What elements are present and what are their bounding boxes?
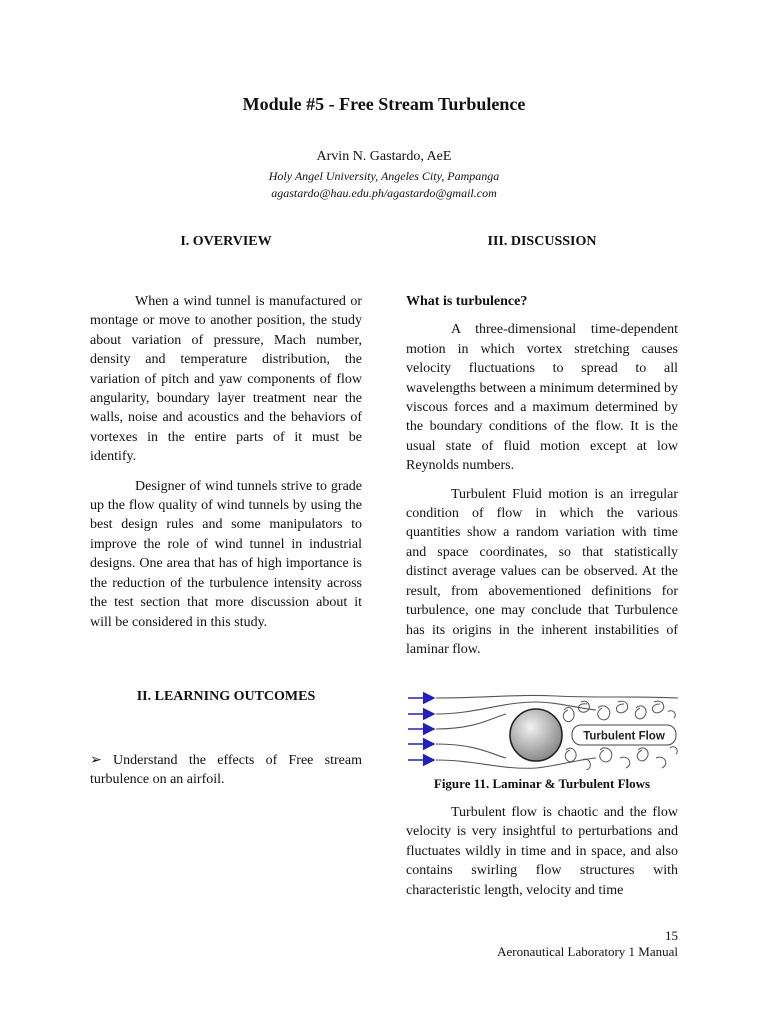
learning-outcome-item: ➢ Understand the effects of Free stream turbulence on an airfoil. bbox=[90, 753, 362, 788]
author-name: Arvin N. Gastardo, AeE bbox=[316, 149, 452, 164]
page-number: 15 bbox=[665, 928, 678, 943]
laminar-turbulent-figure bbox=[406, 688, 682, 770]
overview-paragraph-2: Designer of wind tunnels strive to grade up the flow quality of wind tunnels by using the best design rules and some manipulators to improve the role of wind tunnel in industrial designs. One area that has of high importance is the reduction of the turbulence intensity across the test section that more discussion about it will be considered in this study. bbox=[90, 478, 362, 630]
discussion-continued bbox=[406, 803, 678, 900]
turbulent-flow-label: Turbulent Flow bbox=[583, 730, 665, 743]
learning-outcomes-list bbox=[90, 751, 362, 790]
cylinder-obstacle bbox=[510, 709, 562, 761]
discussion-section bbox=[406, 292, 678, 659]
overview-paragraph-1: When a wind tunnel is manufactured or montage or move to another position, the study about variation of pressure, Mach number, density and temperature distribution, the variation of pitch and yaw components of flow angularity, boundary layer treatment near the walls, noise and acoustics and the behaviors of vortexes in the entire parts of it must be identify. bbox=[90, 294, 362, 465]
overview-section bbox=[90, 292, 362, 632]
author-email: agastardo@hau.edu.ph/agastardo@gmail.com bbox=[271, 186, 497, 200]
overview-heading: I. OVERVIEW bbox=[180, 234, 272, 249]
manual-footer: Aeronautical Laboratory 1 Manual bbox=[497, 944, 678, 959]
document-title: Module #5 - Free Stream Turbulence bbox=[242, 94, 526, 114]
learning-outcomes-heading: II. LEARNING OUTCOMES bbox=[136, 689, 316, 704]
author-affiliation: Holy Angel University, Angeles City, Pampanga bbox=[268, 169, 500, 183]
discussion-heading: III. DISCUSSION bbox=[487, 234, 597, 249]
inflow-arrows bbox=[408, 698, 434, 760]
figure-caption: Figure 11. Laminar & Turbulent Flows bbox=[433, 776, 651, 791]
flow-diagram bbox=[406, 688, 682, 770]
discussion-paragraph-2: Turbulent Fluid motion is an irregular condition of flow in which the various quantities show a random variation with time and space coordinates, so that statistically distinct average values can be observed. At the result, from abovementioned definitions for turbulence, one may conclude that Turbulence has its origins in the inherent instabilities of laminar flow. bbox=[406, 486, 678, 657]
discussion-paragraph-1: A three-dimensional time-dependent motion in which vortex stretching causes velocity fluctuations to spread to all wavelengths between a minimum determined by viscous forces and a maximum determined by the boundary conditions of the flow. It is the usual state of fluid motion except at low Reynolds numbers. bbox=[406, 322, 678, 474]
discussion-paragraph-3: Turbulent flow is chaotic and the flow velocity is very insightful to perturbations and fluctuates wildly in time and in space, and also contains swirling flow structures with characteristic length, velocity and time bbox=[406, 805, 678, 898]
turbulence-subheading: What is turbulence? bbox=[406, 294, 528, 309]
